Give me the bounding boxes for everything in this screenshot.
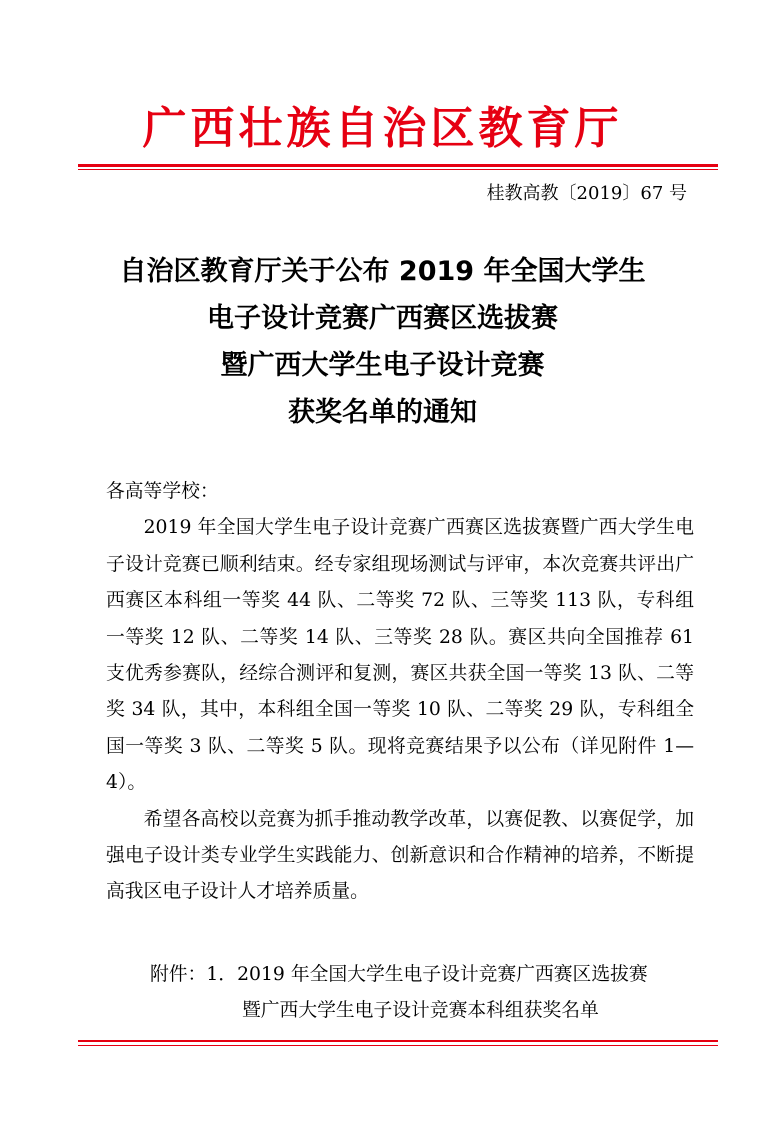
title-line: 电子设计竞赛广西赛区选拔赛	[207, 303, 558, 334]
red-footer-rule-thin	[78, 1045, 718, 1046]
issuing-authority-title: 广西壮族自治区教育厅	[142, 103, 623, 154]
title-line: 获奖名单的通知	[288, 397, 477, 428]
attachment-item-line: 暨广西大学生电子设计竞赛本科组获奖名单	[242, 1000, 599, 1021]
body-paragraph: 2019 年全国大学生电子设计竞赛广西赛区选拔赛暨广西大学生电子设计竞赛已顺利结束。经专家组现场测试与评审，本次竞赛共评出广西赛区本科组一等奖 44 队、二等奖 72 队、三等奖 113 队，专科组一等奖 12 队、二等奖 14 队、三等奖 28 队。赛区共向全国推荐 61 支优秀参赛队，经综合测评和复测，赛区共获全国一等奖 13 队、二等奖 34 队，其中，本科组全国一等奖 10 队、二等奖 29 队，专科组全国一等奖 3 队、二等奖 5 队。现将竞赛结果予以公布（详见附件 1—4）。	[106, 517, 694, 794]
title-line: 自治区教育厅关于公布 2019 年全国大学生	[119, 256, 646, 287]
red-header-rule-thick	[78, 164, 718, 167]
document-body	[106, 474, 694, 911]
title-line: 暨广西大学生电子设计竞赛	[220, 350, 545, 381]
red-footer-rule-thick	[78, 1040, 718, 1042]
document-number: 桂教高教〔2019〕67 号	[486, 183, 687, 204]
attachment-list	[150, 957, 695, 1029]
salutation: 各高等学校：	[106, 481, 219, 502]
body-paragraph: 希望各高校以竞赛为抓手推动教学改革，以赛促教、以赛促学，加强电子设计类专业学生实践能力、创新意识和合作精神的培养，不断提高我区电子设计人才培养质量。	[106, 808, 694, 903]
red-header-rule-thin	[78, 169, 718, 170]
document-title	[0, 248, 765, 436]
attachment-item-line: 附件：1．2019 年全国大学生电子设计竞赛广西赛区选拔赛	[150, 964, 648, 985]
